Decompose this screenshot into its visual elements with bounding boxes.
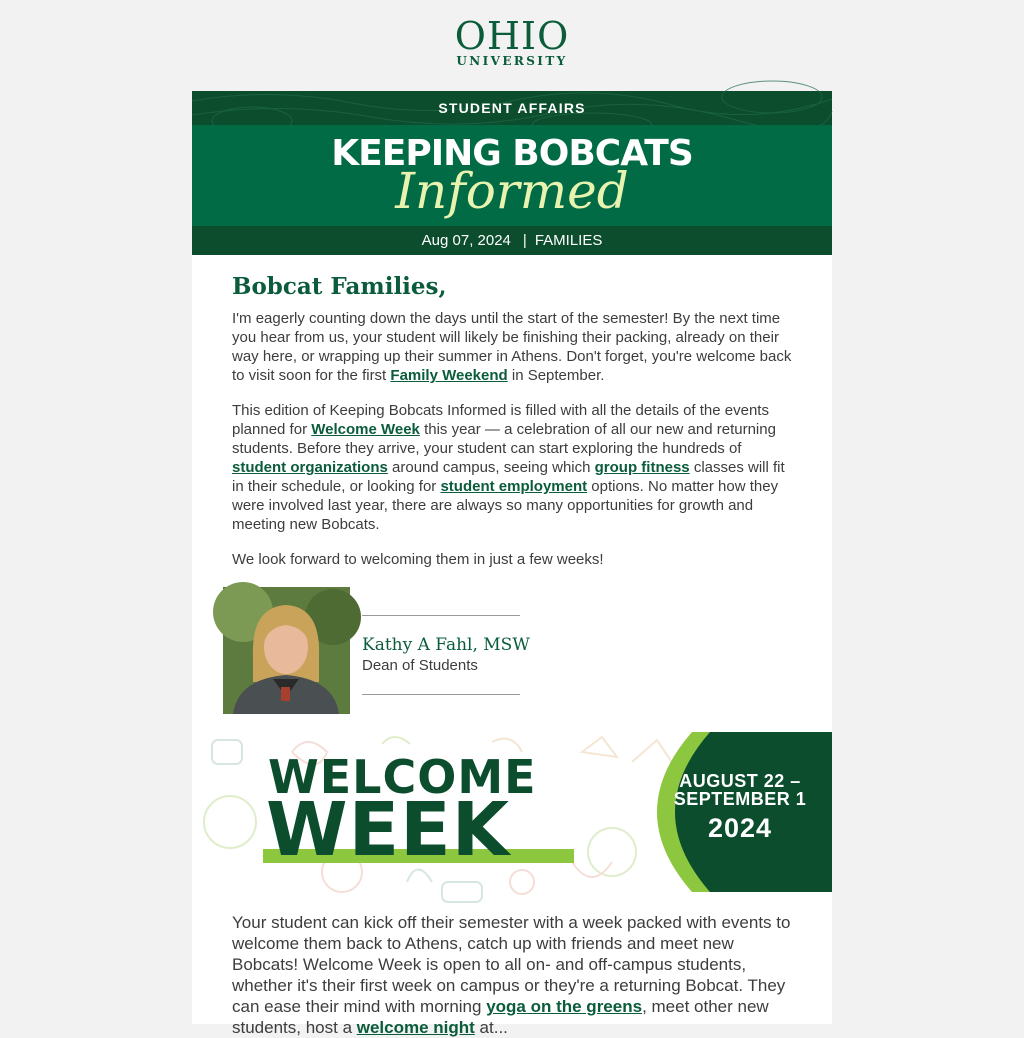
signature-divider-top — [362, 615, 520, 616]
issue-category: FAMILIES — [534, 232, 603, 249]
s2-text-a: Your student can kick off their semester with a week packed with events to welcome them back to Athens, catch up with friends and meet new Bobcats! Welcome Week is open to all on- and off-campus students, whether it's their first week on campus or they're a returning Bobcat. They can ease their mind with morning — [232, 913, 791, 1016]
header-kicker-bar — [192, 91, 832, 125]
newsletter-card — [192, 91, 832, 1037]
header-kicker: STUDENT AFFAIRS — [438, 100, 586, 116]
welcome-week-link[interactable]: Welcome Week — [311, 421, 420, 438]
banner-dates — [652, 772, 828, 848]
banner-date-start: AUGUST 22 – — [679, 771, 801, 791]
meta-separator: | — [522, 232, 527, 249]
p1-text-a: I'm eagerly counting down the days until the start of the semester! By the next time you hear from us, your student will likely be finishing their packing, already on their way here, or wrapping up their summer in Athens. Don't forget, you're welcome back to visit soon for the first — [232, 310, 792, 384]
welcome-week-banner[interactable] — [192, 732, 832, 892]
banner-word-welcome: WELCOME — [268, 750, 537, 804]
avatar — [223, 587, 350, 714]
p2-text-e: options. No matter how they were involved last year, there are always so many opportunities for growth and meeting new Bobcats. — [232, 478, 779, 533]
welcome-night-link[interactable]: welcome night — [356, 1018, 475, 1037]
banner-date-end: SEPTEMBER 1 — [673, 789, 807, 809]
group-fitness-link[interactable]: group fitness — [594, 459, 690, 476]
p2-text-a: This edition of Keeping Bobcats Informed is filled with all the details of the events planned for — [232, 402, 769, 438]
issue-date: Aug 07, 2024 — [421, 232, 511, 249]
banner-year: 2024 — [707, 813, 773, 843]
paragraph-1 — [232, 309, 794, 385]
signature-divider-bottom — [362, 694, 520, 695]
paragraph-2 — [232, 401, 794, 534]
welcome-week-paragraph — [232, 912, 792, 1038]
paragraph-3: We look forward to welcoming them in just a few weeks! — [232, 551, 604, 568]
greeting: Bobcat Families, — [232, 273, 447, 300]
s2-text-c: at... — [474, 1018, 508, 1037]
s2-text-b: , meet other new students, host a — [232, 997, 769, 1037]
p2-text-b: this year — a celebration of all our new and returning students. Before they arrive, your student can start exploring the hundreds of — [232, 421, 776, 457]
signature-block — [223, 587, 743, 717]
ohio-university-logo[interactable] — [0, 16, 1024, 67]
banner-word-week: WEEK — [266, 787, 511, 873]
p2-text-d: classes will fit in their schedule, or looking for — [232, 459, 785, 495]
student-employment-link[interactable]: student employment — [440, 478, 588, 495]
header-subtitle: Informed — [395, 162, 629, 220]
student-organizations-link[interactable]: student organizations — [232, 459, 388, 476]
letter-body — [232, 273, 794, 585]
yoga-on-the-greens-link[interactable]: yoga on the greens — [486, 997, 643, 1016]
header-title: KEEPING BOBCATS — [331, 133, 693, 174]
p2-text-c: around campus, seeing which — [387, 459, 595, 476]
dean-portrait-photo — [223, 587, 350, 714]
family-weekend-link[interactable]: Family Weekend — [390, 367, 508, 384]
header-title-block — [192, 125, 832, 226]
logo-subtitle: UNIVERSITY — [456, 54, 568, 68]
header-meta-bar — [192, 226, 832, 255]
logo-wordmark: OHIO — [454, 14, 570, 58]
signature-title: Dean of Students — [362, 657, 478, 674]
p1-text-b: in September. — [507, 367, 605, 384]
signature-name: Kathy A Fahl, MSW — [362, 635, 530, 655]
